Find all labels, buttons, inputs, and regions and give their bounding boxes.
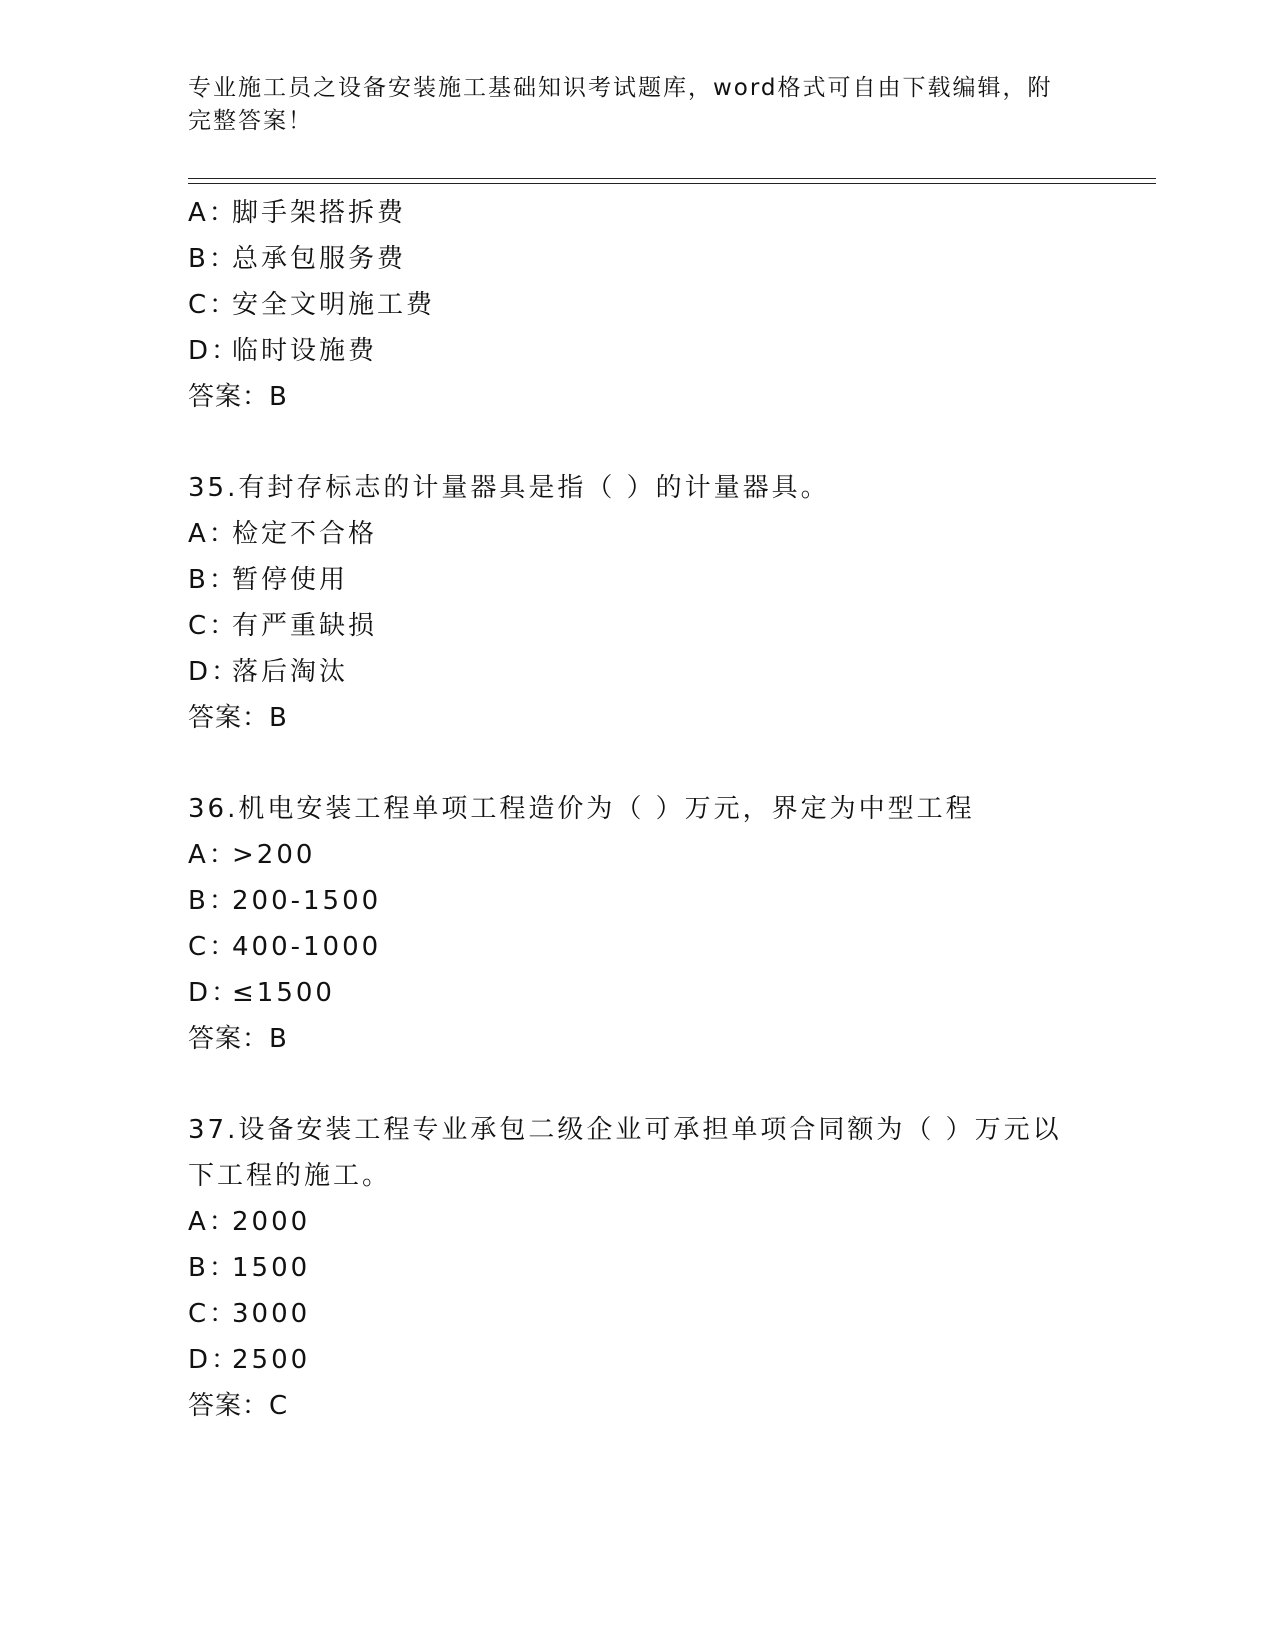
question-text: 36.机电安装工程单项工程造价为（ ）万元，界定为中型工程: [188, 794, 975, 824]
answer: 答案：B: [188, 1024, 288, 1054]
question-37: [188, 1107, 1088, 1429]
question-list: [188, 190, 1088, 1429]
option-d: D：2500: [188, 1345, 311, 1375]
option-c: C：3000: [188, 1299, 311, 1329]
option-d: D：落后淘汰: [188, 657, 349, 687]
question-text: 37.设备安装工程专业承包二级企业可承担单项合同额为（ ）万元以下工程的施工。: [188, 1115, 1062, 1191]
question-34: [188, 190, 1088, 420]
document-header: [188, 72, 1068, 138]
question-36: [188, 786, 1088, 1062]
option-a: A：脚手架搭拆费: [188, 198, 407, 228]
option-c: C：400-1000: [188, 932, 382, 962]
option-a: A：检定不合格: [188, 519, 378, 549]
option-a: A：>200: [188, 840, 316, 870]
question-35: [188, 465, 1088, 741]
option-d: D：临时设施费: [188, 336, 378, 366]
header-divider-bottom: [188, 183, 1156, 184]
header-divider-top: [188, 178, 1156, 179]
option-b: B：暂停使用: [188, 565, 349, 595]
question-text: 35.有封存标志的计量器具是指（ ）的计量器具。: [188, 473, 830, 503]
option-c: C：安全文明施工费: [188, 290, 436, 320]
option-c: C：有严重缺损: [188, 611, 378, 641]
option-b: B：1500: [188, 1253, 311, 1283]
answer: 答案：B: [188, 703, 288, 733]
answer: 答案：B: [188, 382, 288, 412]
answer: 答案：C: [188, 1391, 289, 1421]
option-b: B：200-1500: [188, 886, 382, 916]
option-a: A：2000: [188, 1207, 311, 1237]
option-d: D：≤1500: [188, 978, 335, 1008]
option-b: B：总承包服务费: [188, 244, 407, 274]
header-title: 专业施工员之设备安装施工基础知识考试题库，word格式可自由下载编辑，附完整答案！: [188, 75, 1053, 134]
